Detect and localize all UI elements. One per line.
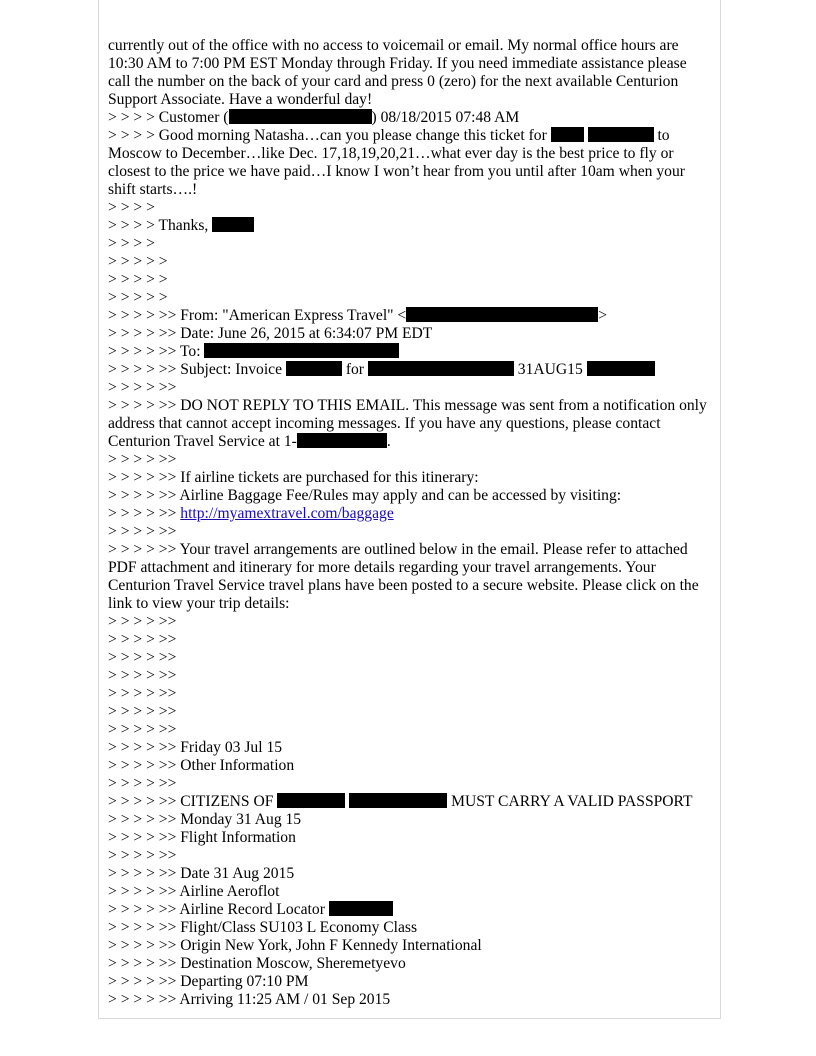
citizens-line: > > > > >> CITIZENS OF MUST CARRY A VALID PASSPORT	[108, 793, 693, 810]
redacted-block	[277, 793, 345, 808]
quote-line: > > > > >>	[108, 613, 177, 630]
record-locator-line: > > > > >> Airline Record Locator	[108, 901, 712, 919]
redacted-block	[349, 793, 447, 808]
itinerary-line: > > > > >> Airline Aeroflot	[108, 883, 280, 900]
change-request-paragraph: > > > > Good morning Natasha…can you please change this ticket for to Moscow to December…like Dec. 17,18,19,20,21…what ever day is the best price to fly or closest to the price we have paid…I know I won’t hear from you until after 10am when your shift starts….!	[108, 127, 689, 198]
date-header: > > > > >> Date: June 26, 2015 at 6:34:07 PM EDT	[108, 325, 433, 342]
itinerary-line: > > > > >> Destination Moscow, Sheremetyevo	[108, 955, 406, 972]
redacted-block	[329, 901, 393, 916]
out-of-office-paragraph: currently out of the office with no access to voicemail or email. My normal office hours are 10:30 AM to 7:00 PM EST Monday through Friday. If you need immediate assistance please call the number on the back of your card and press 0 (zero) for the next available Centurion Support Associate. Have a wonderful day!	[108, 37, 691, 108]
quote-line: > > > > >>	[108, 451, 177, 468]
baggage-line: > > > > >> If airline tickets are purchased for this itinerary:	[108, 469, 479, 486]
baggage-link[interactable]: http://myamextravel.com/baggage	[180, 505, 394, 522]
itinerary-line: > > > > >> Flight Information	[108, 829, 296, 846]
from-header: > > > > >> From: "American Express Travel" < >	[108, 307, 608, 324]
quote-line: > > > > >>	[108, 667, 177, 684]
redacted-block	[286, 361, 342, 376]
redacted-block	[368, 361, 514, 376]
redacted-block	[297, 433, 387, 448]
quote-line: > > > > >>	[108, 847, 177, 864]
redacted-block	[204, 343, 399, 358]
itinerary-line: > > > > >> Origin New York, John F Kennedy International	[108, 937, 482, 954]
arrangements-paragraph: > > > > >> Your travel arrangements are outlined below in the email. Please refer to attached PDF attachment and itinerary for more details regarding your travel arrangements. Your Centurion Travel Service travel plans have been posted to a secure website. Please click on the link to view your trip details:	[108, 541, 703, 612]
quote-line: > > > >	[108, 235, 155, 252]
thanks-line: > > > > Thanks,	[108, 217, 712, 235]
quote-line: > > > > >	[108, 289, 168, 306]
email-body	[108, 37, 712, 1009]
quote-line: > > > > >>	[108, 703, 177, 720]
baggage-link-line: > > > > >> http://myamextravel.com/baggage	[108, 505, 394, 522]
itinerary-line: > > > > >> Arriving 11:25 AM / 01 Sep 2015	[108, 991, 391, 1008]
itinerary-line: > > > > >> Friday 03 Jul 15	[108, 739, 283, 756]
redacted-block	[587, 361, 655, 376]
quote-line: > > > >	[108, 199, 155, 216]
itinerary-line: > > > > >> Monday 31 Aug 15	[108, 811, 302, 828]
redacted-block	[551, 127, 584, 142]
quote-line: > > > > >	[108, 253, 168, 270]
redacted-block	[588, 127, 654, 142]
do-not-reply-paragraph: > > > > >> DO NOT REPLY TO THIS EMAIL. This message was sent from a notification only address that cannot accept incoming messages. If you have any questions, please contact Centurion Travel Service at 1- .	[108, 397, 711, 450]
redacted-block	[212, 217, 254, 232]
itinerary-line: > > > > >> Flight/Class SU103 L Economy Class	[108, 919, 418, 936]
itinerary-line: > > > > >> Departing 07:10 PM	[108, 973, 309, 990]
subject-header: > > > > >> Subject: Invoice for 31AUG15	[108, 361, 712, 379]
baggage-line: > > > > >> Airline Baggage Fee/Rules may apply and can be accessed by visiting:	[108, 487, 622, 504]
itinerary-line: > > > > >> Other Information	[108, 757, 295, 774]
itinerary-line: > > > > >> Date 31 Aug 2015	[108, 865, 295, 882]
quote-line: > > > > >>	[108, 721, 177, 738]
quote-line: > > > > >>	[108, 631, 177, 648]
quote-line: > > > > >>	[108, 523, 177, 540]
to-header: > > > > >> To:	[108, 343, 712, 361]
redacted-block	[229, 109, 372, 124]
quote-line: > > > > >>	[108, 379, 177, 396]
quote-line: > > > > >>	[108, 649, 177, 666]
quote-line: > > > > >>	[108, 685, 177, 702]
customer-line: > > > > Customer ( ) 08/18/2015 07:48 AM	[108, 109, 520, 126]
quote-line: > > > > >>	[108, 775, 177, 792]
redacted-block	[406, 307, 598, 322]
quote-line: > > > > >	[108, 271, 168, 288]
